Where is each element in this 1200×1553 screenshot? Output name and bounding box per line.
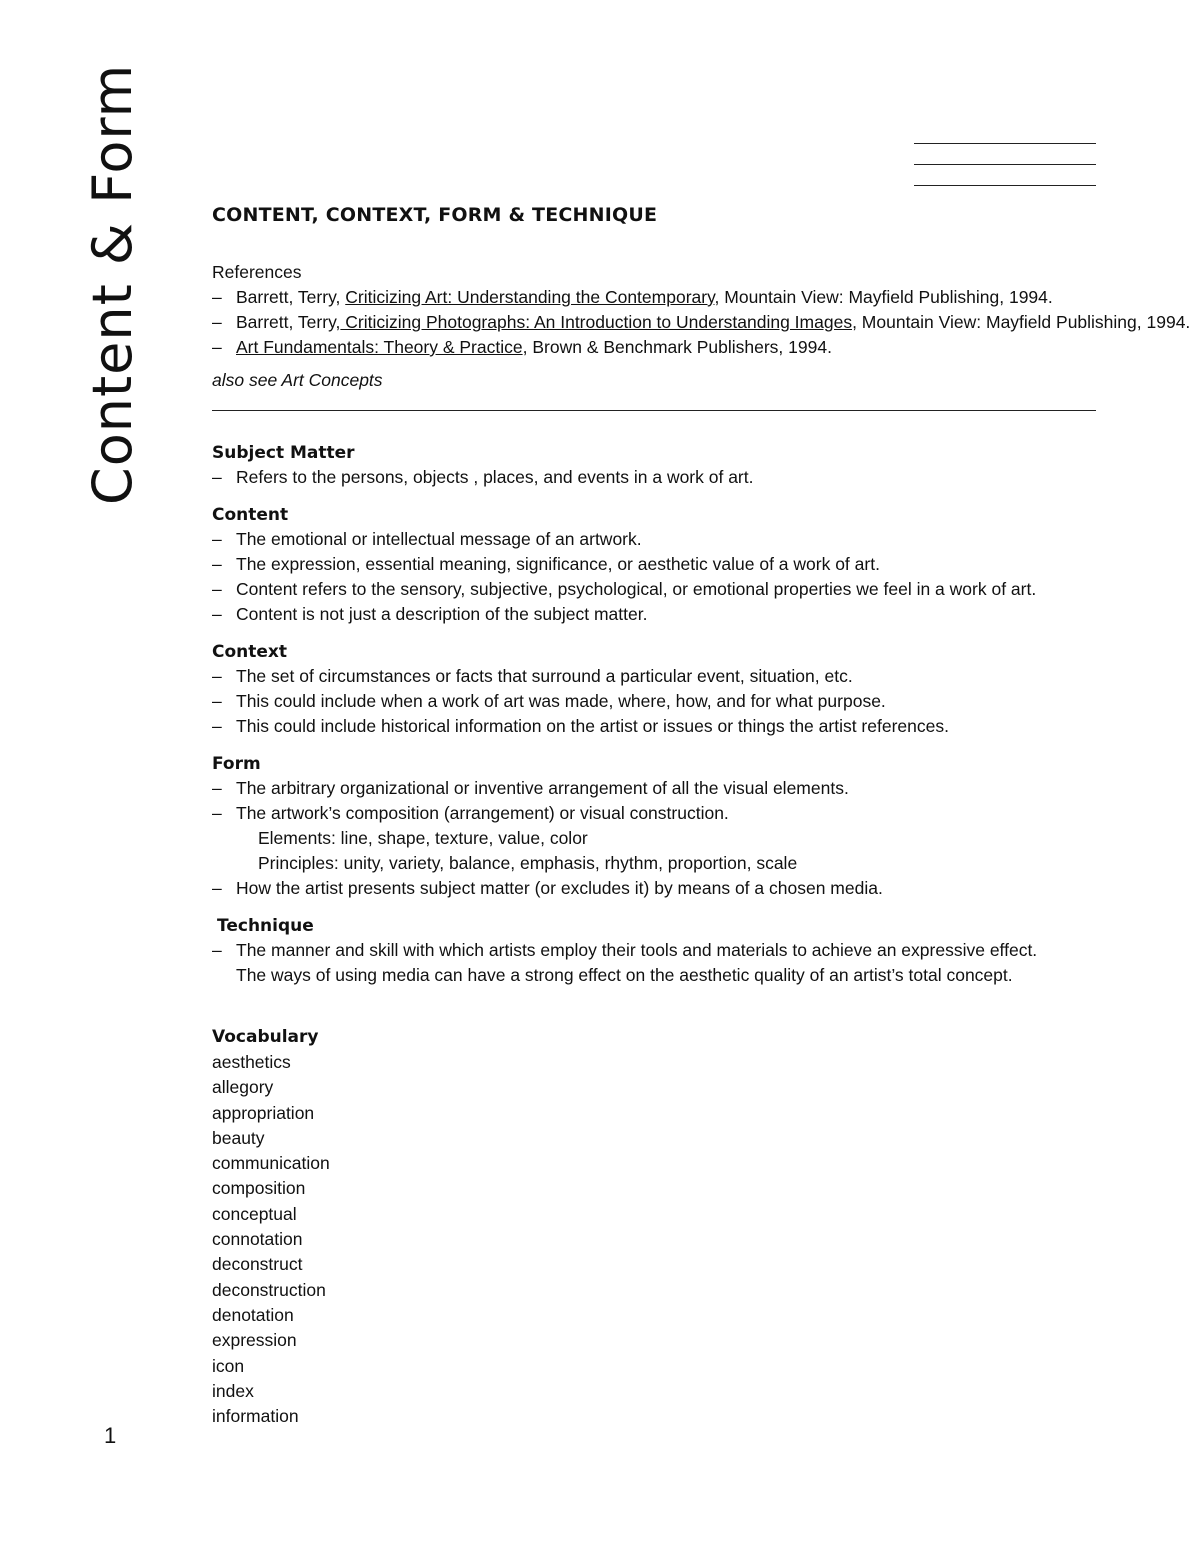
vocabulary-list — [212, 1050, 1096, 1429]
dash: – — [212, 716, 222, 736]
dash: – — [212, 878, 222, 898]
side-title: Content & Form — [81, 63, 144, 505]
dash: – — [212, 287, 222, 307]
vocabulary-item: connotation — [212, 1229, 303, 1250]
reference-title: Criticizing Photographs: An Introduction to Understanding Images, — [340, 312, 857, 332]
name-line-2 — [914, 164, 1096, 165]
list-item-text: Content is not just a description of the subject matter. — [236, 604, 648, 624]
list-item — [212, 689, 1096, 714]
list-item-text: Refers to the persons, objects , places, and events in a work of art. — [236, 467, 754, 487]
vocabulary-item: deconstruction — [212, 1279, 326, 1300]
list-item-text: The set of circumstances or facts that surround a particular event, situation, etc. — [236, 666, 853, 686]
list-item-text: How the artist presents subject matter (or excludes it) by means of a chosen media. — [236, 878, 883, 898]
list-item — [212, 465, 1096, 490]
dash: – — [212, 312, 222, 332]
page-title: CONTENT, CONTEXT, FORM & TECHNIQUE — [212, 204, 658, 226]
reference-item — [212, 335, 1096, 360]
vocabulary-item: composition — [212, 1178, 306, 1199]
list-item-text: This could include when a work of art was made, where, how, and for what purpose. — [236, 691, 886, 711]
vocabulary-item: conceptual — [212, 1203, 297, 1224]
reference-item — [212, 310, 1191, 335]
dash: – — [212, 337, 222, 357]
list-item — [212, 776, 1096, 801]
dash: – — [212, 691, 222, 711]
reference-publisher: , Brown & Benchmark Publishers, 1994. — [522, 337, 832, 357]
vocabulary-item: information — [212, 1406, 299, 1427]
list-item-text: The artwork’s composition (arrangement) or visual construction. — [236, 803, 729, 823]
content-heading: Content — [212, 505, 289, 525]
name-line-1 — [914, 143, 1096, 144]
list-item — [212, 602, 1096, 627]
reference-title: Art Fundamentals: Theory & Practice — [236, 337, 523, 357]
references-heading: References — [212, 262, 302, 282]
vocabulary-item: beauty — [212, 1127, 265, 1148]
technique-continuation: The ways of using media can have a strong effect on the aesthetic quality of an artist’s total concept. — [236, 965, 1013, 985]
dash: – — [212, 666, 222, 686]
vocabulary-heading: Vocabulary — [212, 1027, 319, 1047]
dash: – — [212, 940, 222, 960]
list-item — [212, 552, 1096, 577]
vocabulary-item: index — [212, 1380, 254, 1401]
list-item-text: The emotional or intellectual message of an artwork. — [236, 529, 642, 549]
technique-heading: Technique — [217, 916, 314, 936]
reference-publisher: Mountain View: Mayfield Publishing, 1994. — [856, 312, 1191, 332]
vocabulary-item: communication — [212, 1153, 330, 1174]
list-item — [212, 876, 1096, 901]
page-number: 1 — [104, 1423, 117, 1448]
list-item-text: The manner and skill with which artists employ their tools and materials to achieve an expressive effect. — [236, 940, 1038, 960]
list-item-text: The expression, essential meaning, significance, or aesthetic value of a work of art. — [236, 554, 880, 574]
subject-matter-heading: Subject Matter — [212, 443, 355, 463]
form-sub-item: Principles: unity, variety, balance, emphasis, rhythm, proportion, scale — [258, 853, 798, 873]
section-divider — [212, 410, 1096, 411]
form-heading: Form — [212, 754, 261, 774]
references-note: also see Art Concepts — [212, 370, 383, 390]
dash: – — [212, 803, 222, 823]
dash: – — [212, 579, 222, 599]
vocabulary-item: expression — [212, 1330, 297, 1351]
vocabulary-item: appropriation — [212, 1102, 315, 1123]
reference-author: Barrett, Terry, — [236, 312, 341, 332]
list-item — [212, 801, 1096, 826]
list-item-text: This could include historical information on the artist or issues or things the artist references. — [236, 716, 949, 736]
reference-author: Barrett, Terry, — [236, 287, 346, 307]
dash: – — [212, 529, 222, 549]
document-body — [212, 200, 1191, 1429]
vocabulary-item: denotation — [212, 1304, 294, 1325]
context-heading: Context — [212, 642, 288, 662]
vocabulary-item: icon — [212, 1355, 245, 1376]
dash: – — [212, 778, 222, 798]
list-item — [212, 664, 1096, 689]
dash: – — [212, 467, 222, 487]
reference-title: Criticizing Art: Understanding the Contemporary, — [345, 287, 720, 307]
dash: – — [212, 554, 222, 574]
name-line-3 — [914, 185, 1096, 186]
reference-item — [212, 285, 1096, 310]
vocabulary-item: deconstruct — [212, 1254, 303, 1275]
list-item — [212, 714, 1096, 739]
form-sub-item: Elements: line, shape, texture, value, color — [258, 828, 588, 848]
list-item — [212, 577, 1096, 602]
list-item-text: Content refers to the sensory, subjective, psychological, or emotional properties we feel in a work of art. — [236, 579, 1037, 599]
list-item — [212, 938, 1096, 963]
vocabulary-item: allegory — [212, 1077, 274, 1098]
vocabulary-item: aesthetics — [212, 1052, 291, 1072]
reference-publisher: Mountain View: Mayfield Publishing, 1994. — [719, 287, 1053, 307]
list-item-text: The arbitrary organizational or inventive arrangement of all the visual elements. — [236, 778, 849, 798]
references-block — [212, 260, 1191, 393]
list-item — [212, 527, 1096, 552]
dash: – — [212, 604, 222, 624]
